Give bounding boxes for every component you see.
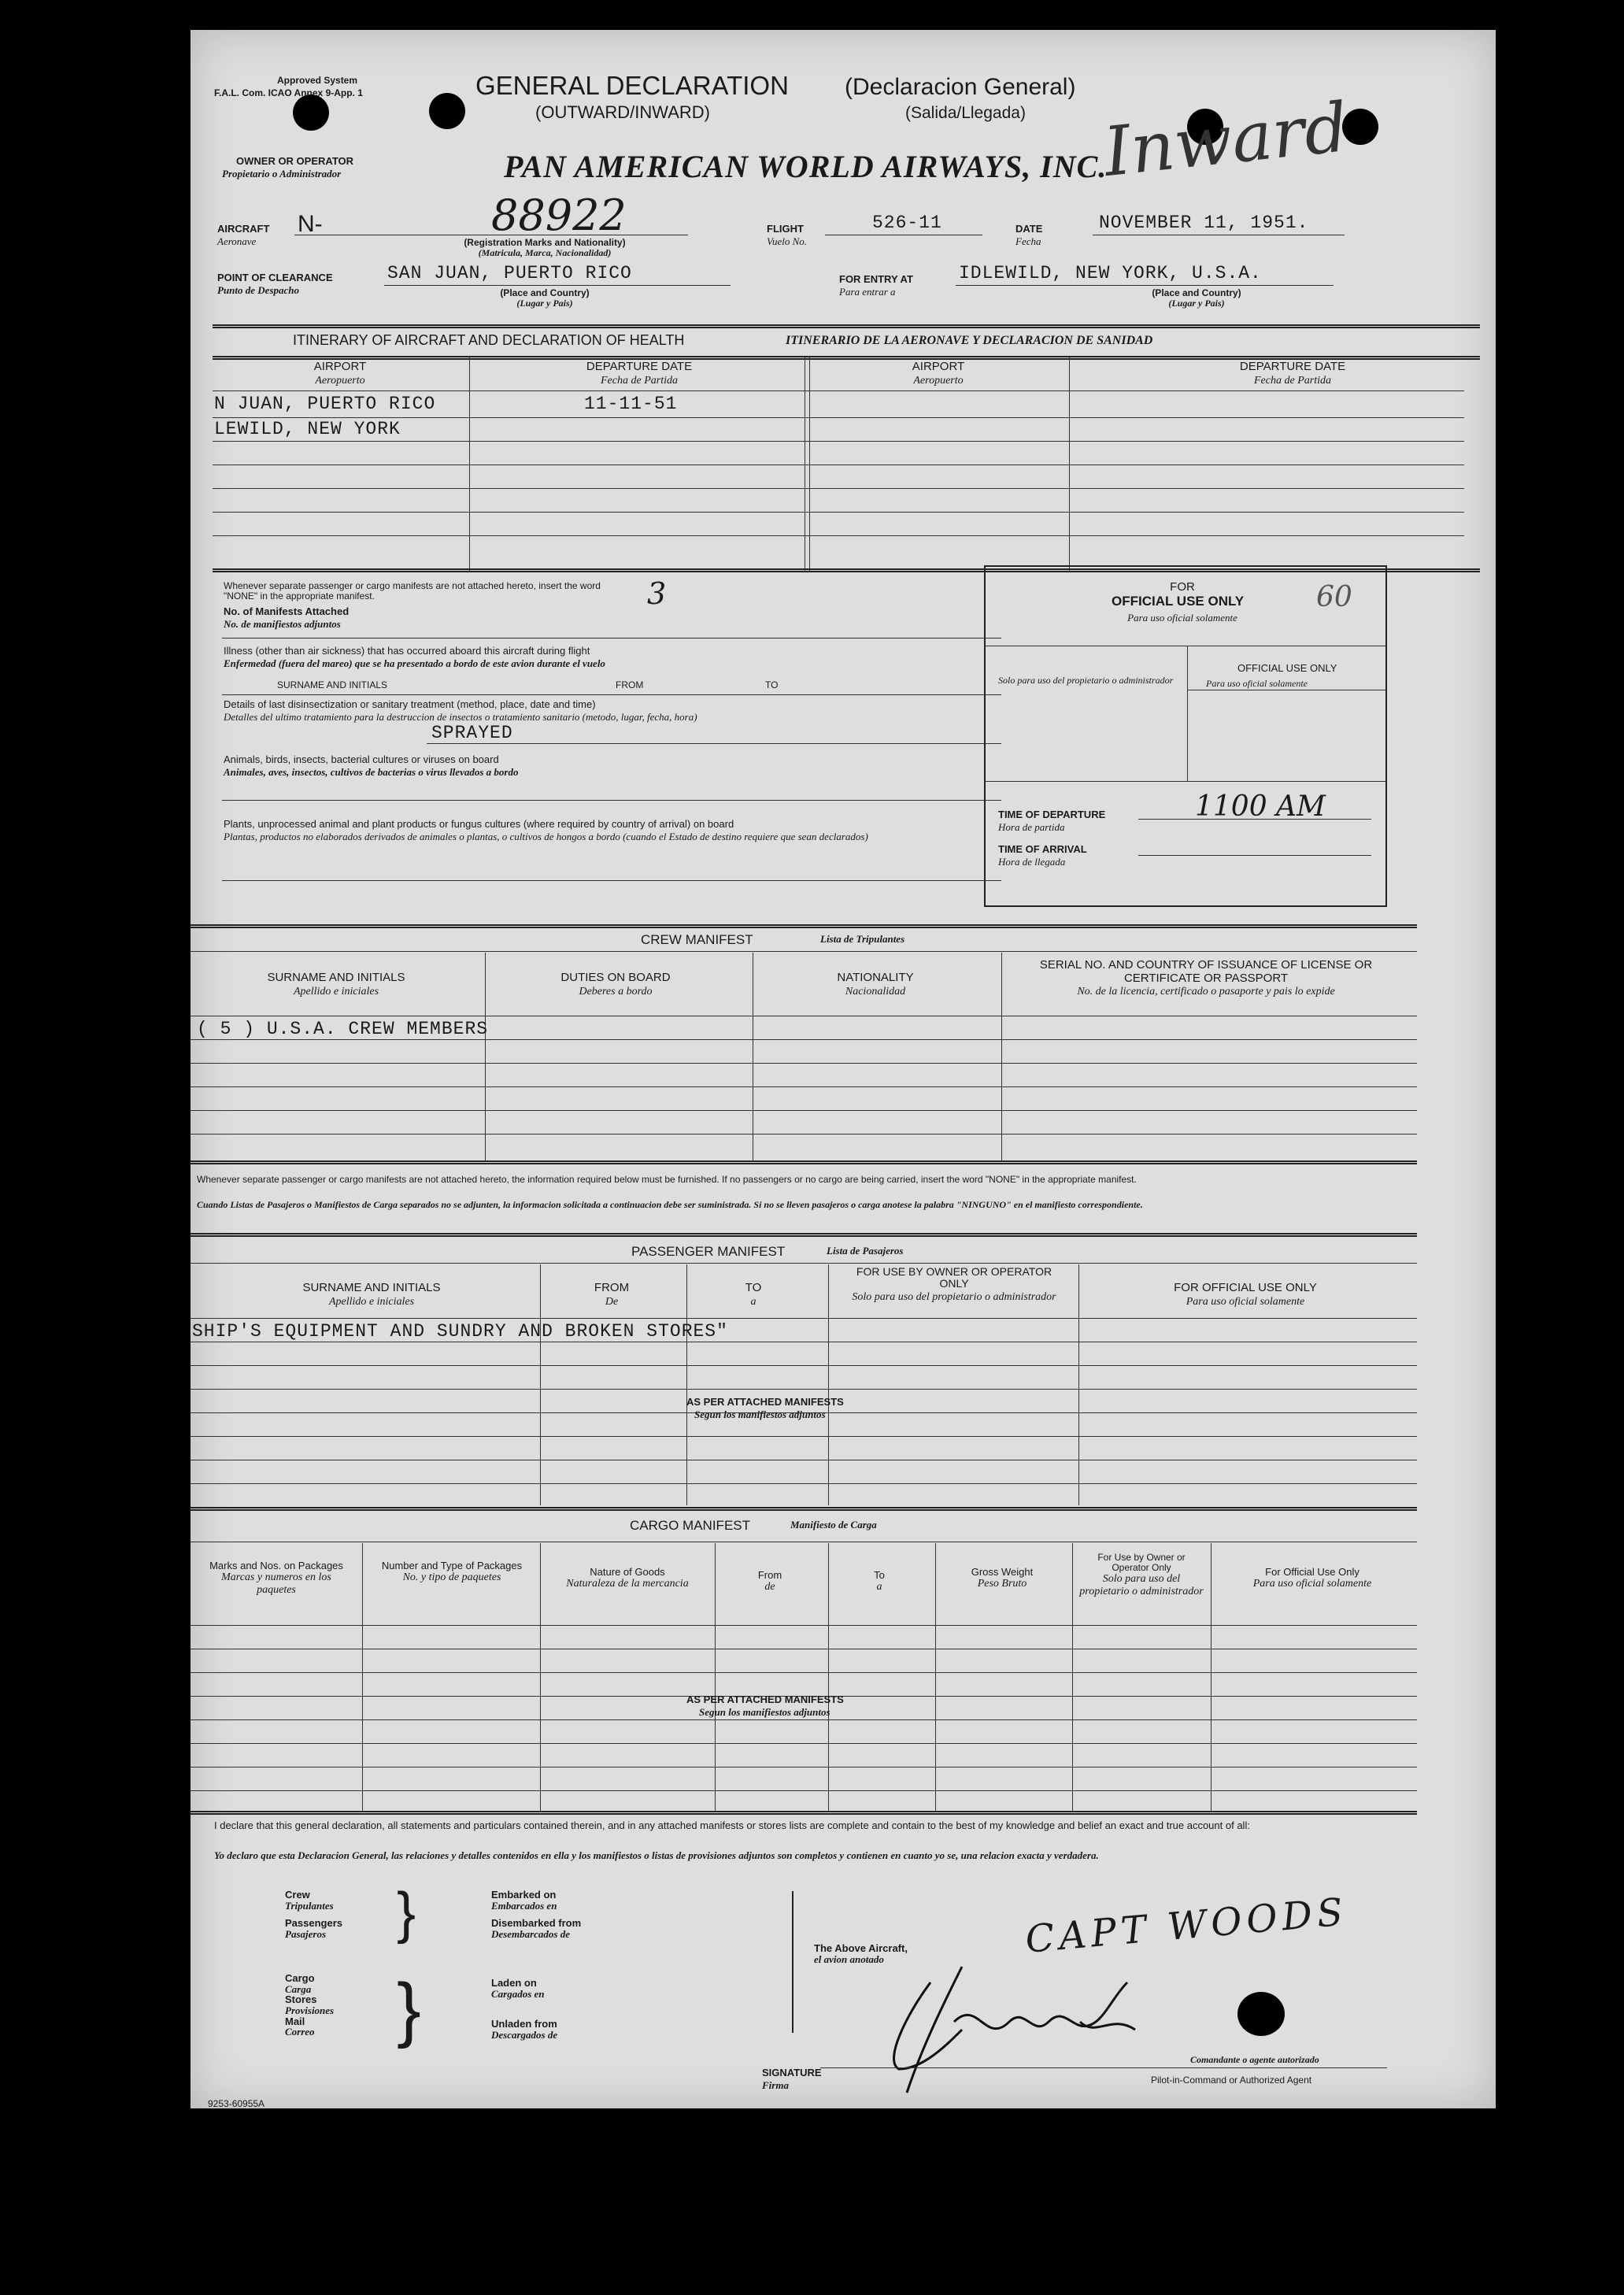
- aircraft-number: 88922: [491, 191, 627, 240]
- cargo-title-es: Manifiesto de Carga: [790, 1519, 877, 1531]
- itin-airport-2: LEWILD, NEW YORK: [214, 419, 401, 439]
- illness-surname-label: SURNAME AND INITIALS: [277, 679, 388, 690]
- pilot-label: Pilot-in-Command or Authorized Agent: [1151, 2075, 1312, 2086]
- illness-text: Illness (other than air sickness) that has occurred aboard this aircraft during flight: [224, 645, 590, 657]
- clearance-label-es: Punto de Despacho: [217, 284, 299, 296]
- manifests-note: Whenever separate passenger or cargo manifests are not attached hereto, insert the word "NONE" in the appropriate manifest.: [224, 580, 601, 602]
- form-subtitle-es: (Salida/Llegada): [905, 104, 1026, 122]
- disinsect-text: Details of last disinsectization or sanitary treatment (method, place, date and time): [224, 698, 596, 710]
- decl-passengers: Passengers Pasajeros: [285, 1917, 342, 1941]
- decl-disembarked: Disembarked from Desembarcados de: [491, 1917, 582, 1941]
- crew-col-serial: SERIAL NO. AND COUNTRY OF ISSUANCE OF LICENSE OR CERTIFICATE OR PASSPORT No. de la licencia, certificado o pasaporte y pais lo expide: [1039, 958, 1373, 998]
- official-stamp: 60: [1316, 581, 1352, 613]
- pax-col-from: FROM De: [594, 1281, 630, 1308]
- cargo-title: CARGO MANIFEST: [630, 1518, 751, 1533]
- itin-airport-1: N JUAN, PUERTO RICO: [214, 394, 436, 414]
- itin-col-departure: DEPARTURE DATE Fecha de Partida: [586, 360, 693, 387]
- itinerary-title: ITINERARY OF AIRCRAFT AND DECLARATION OF HEALTH: [293, 332, 685, 348]
- owner-use-note: Solo para uso del propietario o administrador: [998, 675, 1174, 686]
- pax-attached: AS PER ATTACHED MANIFESTS: [686, 1396, 844, 1408]
- form-title-es: (Declaracion General): [845, 74, 1076, 100]
- form-number: 9253-60955A: [208, 2098, 265, 2109]
- aircraft-label: AIRCRAFT: [217, 223, 270, 235]
- entry-label: FOR ENTRY AT: [839, 273, 913, 285]
- official-only: OFFICIAL USE ONLY: [1237, 662, 1337, 674]
- owner-label-es: Propietario o Administrador: [222, 168, 342, 180]
- punch-hole: [429, 93, 465, 129]
- decl-embarked: Embarked on Embarcados en: [491, 1889, 557, 1912]
- declaration-es: Yo declaro que esta Declaracion General, las relaciones y detalles contenidos en ella y los manifiestos o listas de provisiones adjuntos son completos y contienen en cuanto yo se, una relacion exacta y verdadera.: [214, 1849, 1099, 1861]
- approved-system-label: Approved System: [277, 75, 358, 86]
- flight-label-es: Vuelo No.: [767, 235, 808, 247]
- pax-col-owner: FOR USE BY OWNER OR OPERATOR ONLY Solo para uso del propietario o administrador: [852, 1265, 1056, 1303]
- brace-2: }: [397, 1969, 421, 2049]
- crew-entry: ( 5 ) U.S.A. CREW MEMBERS: [197, 1019, 489, 1039]
- declaration-en: I declare that this general declaration, all statements and particulars contained therein, and in any attached manifests or stores lists are complete and contain to the best of my knowledge and belief an exact and true account of all:: [214, 1819, 1250, 1831]
- registration-note-es: (Matricula, Marca, Nacionalidad): [478, 247, 612, 258]
- animals-text: Animals, birds, insects, bacterial cultures or viruses on board: [224, 753, 499, 765]
- cargo-col-from: From de: [757, 1569, 782, 1594]
- itin-col-airport: AIRPORT Aeropuerto: [313, 360, 367, 387]
- flight-value: 526-11: [872, 213, 942, 233]
- itin-date-1: 11-11-51: [584, 394, 678, 414]
- clearance-label: POINT OF CLEARANCE: [217, 272, 333, 283]
- official-label: OFFICIAL USE ONLY: [1112, 594, 1245, 609]
- illness-to-label: TO: [765, 679, 779, 690]
- punch-hole: [293, 94, 329, 131]
- itin-col-departure-2: DEPARTURE DATE Fecha de Partida: [1239, 360, 1346, 387]
- manifests-label-es: No. de manifiestos adjuntos: [224, 618, 341, 630]
- disinsect-value: SPRAYED: [431, 723, 513, 743]
- illness-from-label: FROM: [616, 679, 644, 690]
- annex-note: F.A.L. Com. ICAO Annex 9-App. 1: [214, 87, 363, 98]
- crew-col-nationality: NATIONALITY Nacionalidad: [837, 971, 914, 998]
- pax-col-to: TO a: [745, 1281, 762, 1308]
- notice-en: Whenever separate passenger or cargo manifests are not attached hereto, the information required below must be furnished. If no passengers or no cargo are being carried, insert the word "NONE" in the appropriate manifest.: [197, 1174, 1137, 1185]
- entry-note-es: (Lugar y Pais): [1168, 298, 1225, 309]
- clearance-note: (Place and Country): [500, 287, 590, 298]
- crew-title-es: Lista de Tripulantes: [820, 933, 905, 945]
- decl-aircraft: The Above Aircraft, el avion anotado: [814, 1942, 908, 1966]
- owner-value: PAN AMERICAN WORLD AIRWAYS, INC.: [504, 149, 1108, 184]
- arrival-label: TIME OF ARRIVAL: [998, 843, 1087, 855]
- cargo-col-owner: For Use by Owner or Operator Only Solo para uso del propietario o administrador: [1079, 1552, 1204, 1597]
- cargo-col-weight: Gross Weight Peso Bruto: [971, 1566, 1034, 1590]
- departure-label: TIME OF DEPARTURE: [998, 809, 1106, 820]
- flight-label: FLIGHT: [767, 223, 804, 235]
- cargo-attached-es: Segun los manifiestos adjuntos: [699, 1706, 830, 1718]
- handwritten-inward: Inward: [1100, 88, 1352, 192]
- decl-unladen: Unladen from Descargados de: [491, 2018, 558, 2041]
- arrival-label-es: Hora de llegada: [998, 856, 1066, 868]
- decl-crew: Crew Tripulantes: [285, 1889, 334, 1912]
- passenger-title-es: Lista de Pasajeros: [827, 1245, 904, 1257]
- registration-note: (Registration Marks and Nationality): [464, 237, 626, 248]
- cargo-attached: AS PER ATTACHED MANIFESTS: [686, 1693, 844, 1705]
- cargo-col-nature: Nature of Goods Naturaleza de la mercancia: [566, 1566, 689, 1590]
- signature-label-es: Firma: [762, 2079, 789, 2091]
- crew-col-name: SURNAME AND INITIALS Apellido e iniciales: [267, 971, 405, 998]
- aircraft-prefix: N-: [298, 211, 323, 237]
- entry-label-es: Para entrar a: [839, 286, 896, 298]
- pax-col-name: SURNAME AND INITIALS Apellido e iniciales: [302, 1281, 441, 1308]
- commander-label: Comandante o agente autorizado: [1190, 2054, 1319, 2065]
- owner-label: OWNER OR OPERATOR: [236, 155, 354, 167]
- clearance-note-es: (Lugar y Pais): [516, 298, 573, 309]
- decl-laden: Laden on Cargados en: [491, 1977, 545, 2001]
- cargo-col-number: Number and Type of Packages No. y tipo de paquetes: [381, 1560, 523, 1584]
- aircraft-label-es: Aeronave: [217, 235, 257, 247]
- date-label: DATE: [1015, 223, 1043, 235]
- form-title: GENERAL DECLARATION: [475, 71, 789, 100]
- itinerary-title-es: ITINERARIO DE LA AERONAVE Y DECLARACION DE SANIDAD: [786, 334, 1153, 347]
- cargo-col-marks: Marks and Nos. on Packages Marcas y numeros en los paquetes: [209, 1560, 343, 1596]
- plants-text-es: Plantas, productos no elaborados derivados de animales o plantas, o cultivos de hongos a bordo (cuando el Estado de destino requiere que sean declarados): [224, 831, 868, 842]
- punch-hole: [1237, 1992, 1285, 2036]
- official-only-es: Para uso oficial solamente: [1206, 678, 1308, 689]
- departure-label-es: Hora de partida: [998, 821, 1065, 833]
- entry-value: IDLEWILD, NEW YORK, U.S.A.: [959, 263, 1262, 283]
- departure-value: 1100 AM: [1195, 790, 1326, 823]
- capt-name: CAPT WOODS: [1023, 1890, 1350, 1962]
- date-value: NOVEMBER 11, 1951.: [1099, 213, 1309, 233]
- manifests-label: No. of Manifests Attached: [224, 605, 350, 617]
- pax-attached-es: Segun los manifiestos adjuntos: [694, 1408, 826, 1420]
- official-for: FOR: [1170, 580, 1195, 594]
- passenger-title: PASSENGER MANIFEST: [631, 1244, 786, 1259]
- form-subtitle: (OUTWARD/INWARD): [535, 102, 710, 122]
- declaration-form: [191, 30, 1496, 2108]
- cargo-col-to: To a: [874, 1569, 885, 1594]
- illness-text-es: Enfermedad (fuera del mareo) que se ha presentado a bordo de este avion durante el vuelo: [224, 657, 605, 669]
- brace-1: }: [397, 1882, 416, 1945]
- notice-es: Cuando Listas de Pasajeros o Manifiestos de Carga separados no se adjunten, la informacion solicitada a continuacion debe ser suministrada. Si no se lleven pasajeros o carga anotese la palabra "NINGUNO" en el manifiesto correspondiente.: [197, 1199, 1143, 1210]
- entry-note: (Place and Country): [1152, 287, 1241, 298]
- pax-col-official: FOR OFFICIAL USE ONLY Para uso oficial solamente: [1174, 1281, 1317, 1308]
- date-label-es: Fecha: [1015, 235, 1041, 247]
- crew-col-duties: DUTIES ON BOARD Deberes a bordo: [560, 971, 671, 998]
- crew-title: CREW MANIFEST: [641, 932, 753, 947]
- decl-cargo-stores-mail: Cargo Carga Stores Provisiones Mail Correo: [285, 1972, 335, 2038]
- cargo-col-official: For Official Use Only Para uso oficial solamente: [1252, 1566, 1372, 1590]
- plants-text: Plants, unprocessed animal and plant products or fungus cultures (where required by country of arrival) on board: [224, 818, 734, 830]
- clearance-value: SAN JUAN, PUERTO RICO: [387, 263, 632, 283]
- passenger-entry: SHIP'S EQUIPMENT AND SUNDRY AND BROKEN STORES": [192, 1321, 728, 1342]
- manifests-value: 3: [647, 576, 667, 611]
- itin-col-airport-2: AIRPORT Aeropuerto: [912, 360, 965, 387]
- signature-label: SIGNATURE: [762, 2067, 822, 2078]
- official-label-es: Para uso oficial solamente: [1127, 612, 1237, 624]
- disinsect-text-es: Detalles del ultimo tratamiento para la destruccion de insectos o tratamiento sanitario (metodo, lugar, fecha, hora): [224, 711, 697, 723]
- animals-text-es: Animales, aves, insectos, cultivos de bacterias o virus llevados a bordo: [224, 766, 519, 778]
